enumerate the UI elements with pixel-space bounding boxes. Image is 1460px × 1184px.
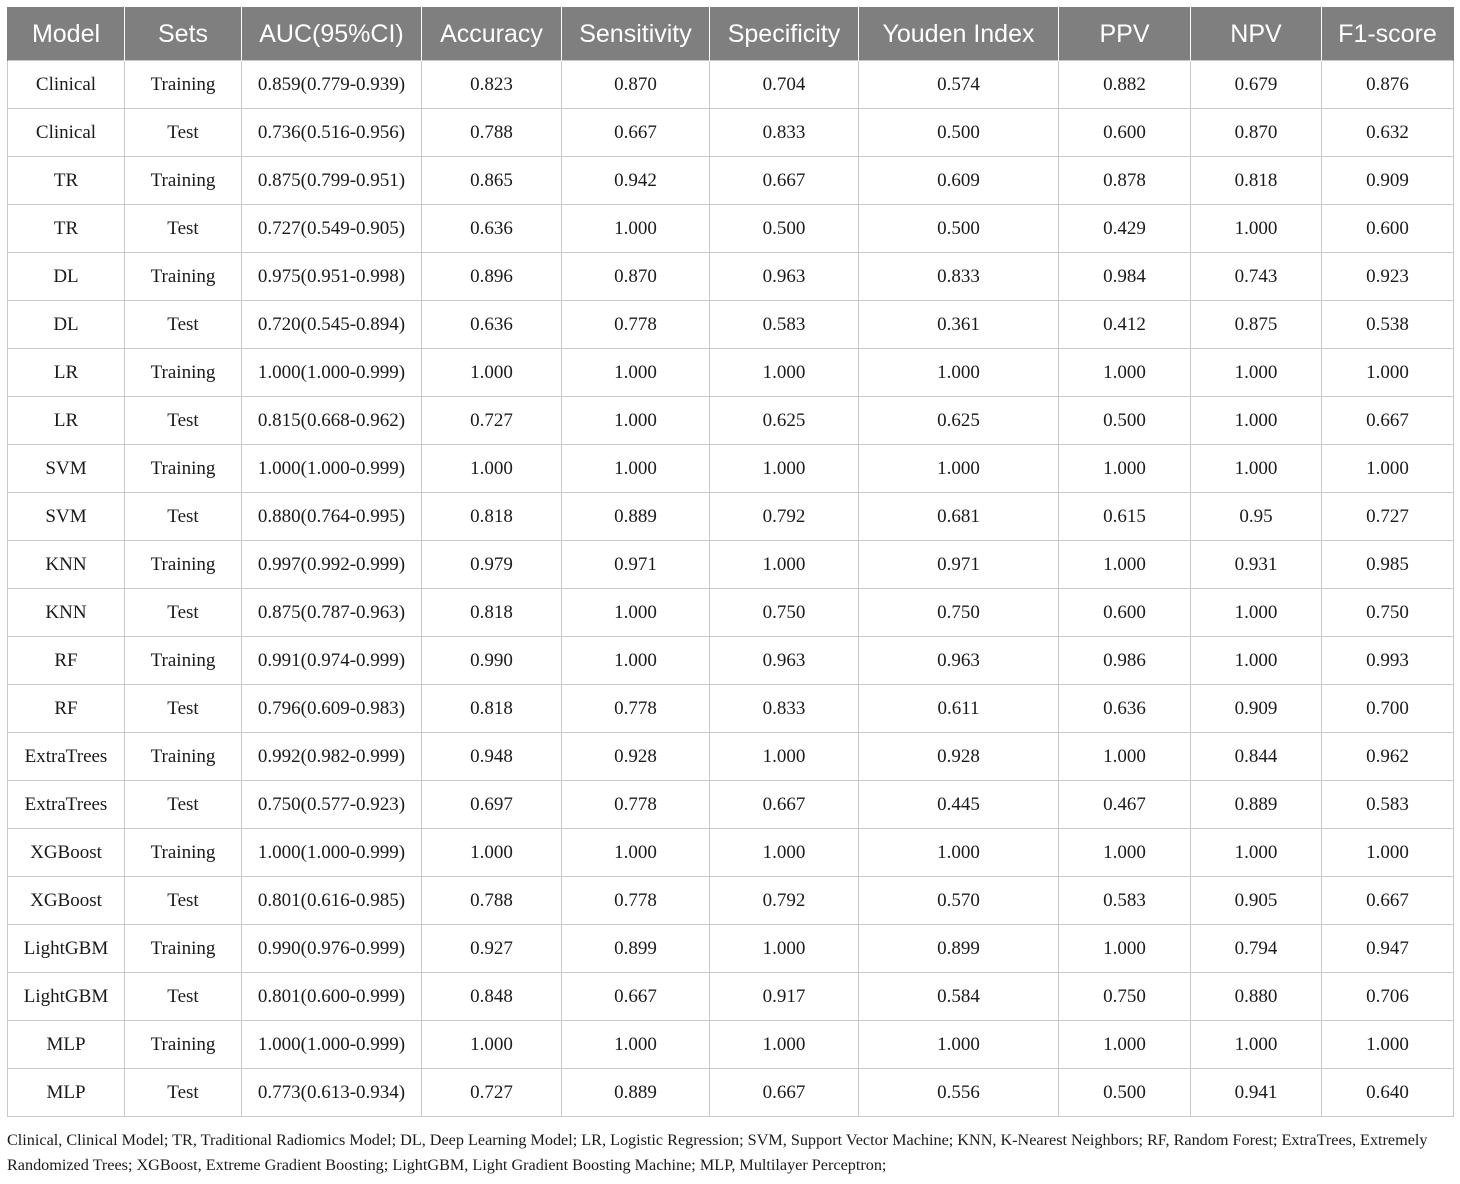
cell-npv: 1.000 bbox=[1191, 637, 1322, 685]
cell-npv: 0.941 bbox=[1191, 1069, 1322, 1117]
cell-youden-index: 0.681 bbox=[859, 493, 1059, 541]
cell-accuracy: 0.818 bbox=[422, 589, 562, 637]
cell-npv: 0.880 bbox=[1191, 973, 1322, 1021]
column-header-npv: NPV bbox=[1191, 8, 1322, 61]
cell-ppv: 0.600 bbox=[1059, 109, 1191, 157]
cell-auc: 0.975(0.951-0.998) bbox=[242, 253, 422, 301]
cell-youden-index: 1.000 bbox=[859, 445, 1059, 493]
cell-sets: Training bbox=[125, 637, 242, 685]
cell-ppv: 0.467 bbox=[1059, 781, 1191, 829]
cell-f1-score: 0.876 bbox=[1322, 61, 1454, 109]
cell-npv: 1.000 bbox=[1191, 589, 1322, 637]
cell-sets: Test bbox=[125, 973, 242, 1021]
cell-sets: Test bbox=[125, 781, 242, 829]
model-performance-table bbox=[7, 7, 1454, 1117]
table-row bbox=[8, 925, 1454, 973]
cell-accuracy: 0.636 bbox=[422, 205, 562, 253]
cell-model: MLP bbox=[8, 1021, 125, 1069]
cell-auc: 0.991(0.974-0.999) bbox=[242, 637, 422, 685]
cell-youden-index: 0.556 bbox=[859, 1069, 1059, 1117]
cell-specificity: 1.000 bbox=[710, 829, 859, 877]
cell-sensitivity: 1.000 bbox=[562, 349, 710, 397]
cell-auc: 0.990(0.976-0.999) bbox=[242, 925, 422, 973]
cell-auc: 0.750(0.577-0.923) bbox=[242, 781, 422, 829]
cell-specificity: 1.000 bbox=[710, 925, 859, 973]
column-header-auc: AUC(95%CI) bbox=[242, 8, 422, 61]
cell-youden-index: 0.361 bbox=[859, 301, 1059, 349]
cell-sets: Test bbox=[125, 685, 242, 733]
cell-sets: Training bbox=[125, 253, 242, 301]
cell-npv: 0.931 bbox=[1191, 541, 1322, 589]
cell-accuracy: 0.727 bbox=[422, 1069, 562, 1117]
cell-npv: 1.000 bbox=[1191, 205, 1322, 253]
cell-f1-score: 0.993 bbox=[1322, 637, 1454, 685]
cell-model: MLP bbox=[8, 1069, 125, 1117]
table-row bbox=[8, 205, 1454, 253]
cell-npv: 1.000 bbox=[1191, 1021, 1322, 1069]
cell-accuracy: 1.000 bbox=[422, 445, 562, 493]
cell-sets: Test bbox=[125, 397, 242, 445]
cell-sets: Test bbox=[125, 589, 242, 637]
cell-sensitivity: 1.000 bbox=[562, 589, 710, 637]
cell-youden-index: 0.611 bbox=[859, 685, 1059, 733]
cell-auc: 0.859(0.779-0.939) bbox=[242, 61, 422, 109]
cell-accuracy: 0.948 bbox=[422, 733, 562, 781]
cell-npv: 1.000 bbox=[1191, 349, 1322, 397]
cell-specificity: 1.000 bbox=[710, 1021, 859, 1069]
cell-accuracy: 1.000 bbox=[422, 1021, 562, 1069]
cell-specificity: 1.000 bbox=[710, 349, 859, 397]
cell-npv: 0.794 bbox=[1191, 925, 1322, 973]
cell-auc: 0.992(0.982-0.999) bbox=[242, 733, 422, 781]
cell-model: DL bbox=[8, 301, 125, 349]
cell-youden-index: 0.899 bbox=[859, 925, 1059, 973]
table-row bbox=[8, 301, 1454, 349]
cell-sensitivity: 0.928 bbox=[562, 733, 710, 781]
cell-accuracy: 0.990 bbox=[422, 637, 562, 685]
cell-youden-index: 0.500 bbox=[859, 205, 1059, 253]
cell-specificity: 0.704 bbox=[710, 61, 859, 109]
cell-youden-index: 0.833 bbox=[859, 253, 1059, 301]
cell-f1-score: 0.667 bbox=[1322, 877, 1454, 925]
cell-accuracy: 0.788 bbox=[422, 877, 562, 925]
cell-youden-index: 0.584 bbox=[859, 973, 1059, 1021]
cell-accuracy: 0.896 bbox=[422, 253, 562, 301]
cell-sets: Training bbox=[125, 349, 242, 397]
cell-sets: Test bbox=[125, 1069, 242, 1117]
results-table-container bbox=[7, 7, 1453, 1117]
cell-f1-score: 1.000 bbox=[1322, 829, 1454, 877]
cell-youden-index: 0.445 bbox=[859, 781, 1059, 829]
cell-specificity: 0.963 bbox=[710, 253, 859, 301]
cell-auc: 0.997(0.992-0.999) bbox=[242, 541, 422, 589]
cell-sets: Training bbox=[125, 1021, 242, 1069]
cell-youden-index: 0.971 bbox=[859, 541, 1059, 589]
cell-ppv: 0.583 bbox=[1059, 877, 1191, 925]
cell-auc: 0.736(0.516-0.956) bbox=[242, 109, 422, 157]
cell-youden-index: 1.000 bbox=[859, 349, 1059, 397]
cell-model: LightGBM bbox=[8, 925, 125, 973]
column-header-ppv: PPV bbox=[1059, 8, 1191, 61]
cell-ppv: 1.000 bbox=[1059, 733, 1191, 781]
cell-accuracy: 0.927 bbox=[422, 925, 562, 973]
cell-specificity: 0.792 bbox=[710, 877, 859, 925]
cell-model: RF bbox=[8, 685, 125, 733]
cell-auc: 0.875(0.787-0.963) bbox=[242, 589, 422, 637]
cell-npv: 0.743 bbox=[1191, 253, 1322, 301]
cell-sets: Training bbox=[125, 61, 242, 109]
cell-sensitivity: 0.667 bbox=[562, 973, 710, 1021]
cell-youden-index: 1.000 bbox=[859, 829, 1059, 877]
cell-model: ExtraTrees bbox=[8, 781, 125, 829]
cell-ppv: 1.000 bbox=[1059, 829, 1191, 877]
cell-sensitivity: 0.870 bbox=[562, 253, 710, 301]
cell-specificity: 1.000 bbox=[710, 541, 859, 589]
table-row bbox=[8, 61, 1454, 109]
cell-auc: 0.796(0.609-0.983) bbox=[242, 685, 422, 733]
cell-sets: Test bbox=[125, 301, 242, 349]
cell-f1-score: 0.727 bbox=[1322, 493, 1454, 541]
cell-accuracy: 0.979 bbox=[422, 541, 562, 589]
table-row bbox=[8, 781, 1454, 829]
table-footnote: Clinical, Clinical Model; TR, Traditional Radiomics Model; DL, Deep Learning Model; LR, Logistic Regression; SVM, Support Vector Machine; KNN, K-Nearest Neighbors; RF, Random Forest; ExtraTrees, Extremely Randomized Trees; XGBoost, Extreme Gradient Boosting; LightGBM, Light Gradient Boosting Machine; MLP, Multilayer Perceptron; bbox=[7, 1131, 1428, 1174]
cell-model: ExtraTrees bbox=[8, 733, 125, 781]
cell-auc: 1.000(1.000-0.999) bbox=[242, 1021, 422, 1069]
cell-model: DL bbox=[8, 253, 125, 301]
cell-youden-index: 0.625 bbox=[859, 397, 1059, 445]
cell-f1-score: 0.700 bbox=[1322, 685, 1454, 733]
cell-sets: Test bbox=[125, 877, 242, 925]
cell-f1-score: 0.632 bbox=[1322, 109, 1454, 157]
cell-accuracy: 1.000 bbox=[422, 829, 562, 877]
table-row bbox=[8, 157, 1454, 205]
cell-sets: Training bbox=[125, 445, 242, 493]
cell-sensitivity: 0.667 bbox=[562, 109, 710, 157]
cell-model: TR bbox=[8, 157, 125, 205]
cell-sets: Test bbox=[125, 205, 242, 253]
table-row bbox=[8, 445, 1454, 493]
cell-specificity: 0.500 bbox=[710, 205, 859, 253]
cell-f1-score: 0.923 bbox=[1322, 253, 1454, 301]
cell-ppv: 0.986 bbox=[1059, 637, 1191, 685]
cell-sets: Training bbox=[125, 733, 242, 781]
cell-ppv: 1.000 bbox=[1059, 1021, 1191, 1069]
table-row bbox=[8, 493, 1454, 541]
cell-youden-index: 0.570 bbox=[859, 877, 1059, 925]
cell-model: XGBoost bbox=[8, 829, 125, 877]
table-row bbox=[8, 109, 1454, 157]
cell-f1-score: 0.583 bbox=[1322, 781, 1454, 829]
column-header-sensitivity: Sensitivity bbox=[562, 8, 710, 61]
cell-model: SVM bbox=[8, 493, 125, 541]
table-row bbox=[8, 541, 1454, 589]
cell-ppv: 0.882 bbox=[1059, 61, 1191, 109]
table-row bbox=[8, 973, 1454, 1021]
cell-f1-score: 0.600 bbox=[1322, 205, 1454, 253]
cell-f1-score: 0.706 bbox=[1322, 973, 1454, 1021]
cell-sensitivity: 1.000 bbox=[562, 445, 710, 493]
cell-sensitivity: 1.000 bbox=[562, 637, 710, 685]
cell-accuracy: 0.865 bbox=[422, 157, 562, 205]
cell-specificity: 0.667 bbox=[710, 1069, 859, 1117]
cell-specificity: 0.833 bbox=[710, 109, 859, 157]
cell-f1-score: 1.000 bbox=[1322, 349, 1454, 397]
cell-accuracy: 1.000 bbox=[422, 349, 562, 397]
table-row bbox=[8, 829, 1454, 877]
cell-model: XGBoost bbox=[8, 877, 125, 925]
cell-model: KNN bbox=[8, 589, 125, 637]
cell-youden-index: 0.574 bbox=[859, 61, 1059, 109]
table-row bbox=[8, 253, 1454, 301]
cell-youden-index: 0.963 bbox=[859, 637, 1059, 685]
cell-npv: 1.000 bbox=[1191, 397, 1322, 445]
cell-auc: 0.815(0.668-0.962) bbox=[242, 397, 422, 445]
cell-model: TR bbox=[8, 205, 125, 253]
cell-accuracy: 0.727 bbox=[422, 397, 562, 445]
cell-ppv: 0.615 bbox=[1059, 493, 1191, 541]
cell-sensitivity: 1.000 bbox=[562, 397, 710, 445]
cell-npv: 0.95 bbox=[1191, 493, 1322, 541]
cell-specificity: 0.750 bbox=[710, 589, 859, 637]
cell-f1-score: 1.000 bbox=[1322, 445, 1454, 493]
cell-sensitivity: 1.000 bbox=[562, 829, 710, 877]
cell-sensitivity: 0.942 bbox=[562, 157, 710, 205]
cell-ppv: 1.000 bbox=[1059, 541, 1191, 589]
cell-accuracy: 0.636 bbox=[422, 301, 562, 349]
cell-ppv: 0.636 bbox=[1059, 685, 1191, 733]
table-row bbox=[8, 733, 1454, 781]
cell-sensitivity: 0.778 bbox=[562, 781, 710, 829]
column-header-model: Model bbox=[8, 8, 125, 61]
column-header-youden-index: Youden Index bbox=[859, 8, 1059, 61]
cell-model: Clinical bbox=[8, 61, 125, 109]
cell-model: SVM bbox=[8, 445, 125, 493]
cell-specificity: 0.667 bbox=[710, 781, 859, 829]
cell-ppv: 1.000 bbox=[1059, 445, 1191, 493]
cell-auc: 1.000(1.000-0.999) bbox=[242, 349, 422, 397]
cell-ppv: 0.600 bbox=[1059, 589, 1191, 637]
cell-f1-score: 0.750 bbox=[1322, 589, 1454, 637]
cell-accuracy: 0.818 bbox=[422, 685, 562, 733]
cell-auc: 0.801(0.616-0.985) bbox=[242, 877, 422, 925]
table-row bbox=[8, 637, 1454, 685]
cell-specificity: 0.917 bbox=[710, 973, 859, 1021]
cell-specificity: 0.792 bbox=[710, 493, 859, 541]
cell-specificity: 0.667 bbox=[710, 157, 859, 205]
cell-ppv: 0.412 bbox=[1059, 301, 1191, 349]
cell-f1-score: 0.667 bbox=[1322, 397, 1454, 445]
cell-f1-score: 0.640 bbox=[1322, 1069, 1454, 1117]
header-row bbox=[8, 8, 1454, 61]
cell-ppv: 0.500 bbox=[1059, 397, 1191, 445]
cell-sets: Test bbox=[125, 493, 242, 541]
cell-accuracy: 0.848 bbox=[422, 973, 562, 1021]
table-row bbox=[8, 877, 1454, 925]
cell-model: LightGBM bbox=[8, 973, 125, 1021]
cell-sensitivity: 0.889 bbox=[562, 493, 710, 541]
cell-npv: 0.909 bbox=[1191, 685, 1322, 733]
cell-accuracy: 0.818 bbox=[422, 493, 562, 541]
cell-youden-index: 0.609 bbox=[859, 157, 1059, 205]
column-header-f1-score: F1-score bbox=[1322, 8, 1454, 61]
cell-npv: 0.870 bbox=[1191, 109, 1322, 157]
cell-npv: 0.818 bbox=[1191, 157, 1322, 205]
cell-sensitivity: 1.000 bbox=[562, 205, 710, 253]
table-row bbox=[8, 685, 1454, 733]
cell-npv: 1.000 bbox=[1191, 829, 1322, 877]
cell-sensitivity: 0.778 bbox=[562, 301, 710, 349]
table-row bbox=[8, 589, 1454, 637]
cell-ppv: 0.984 bbox=[1059, 253, 1191, 301]
cell-specificity: 0.963 bbox=[710, 637, 859, 685]
cell-specificity: 0.833 bbox=[710, 685, 859, 733]
cell-specificity: 1.000 bbox=[710, 445, 859, 493]
cell-youden-index: 1.000 bbox=[859, 1021, 1059, 1069]
cell-f1-score: 1.000 bbox=[1322, 1021, 1454, 1069]
cell-ppv: 0.878 bbox=[1059, 157, 1191, 205]
table-body bbox=[8, 61, 1454, 1117]
cell-npv: 0.889 bbox=[1191, 781, 1322, 829]
cell-sensitivity: 0.870 bbox=[562, 61, 710, 109]
cell-model: Clinical bbox=[8, 109, 125, 157]
table-row bbox=[8, 1069, 1454, 1117]
cell-auc: 0.773(0.613-0.934) bbox=[242, 1069, 422, 1117]
cell-ppv: 0.500 bbox=[1059, 1069, 1191, 1117]
cell-specificity: 0.625 bbox=[710, 397, 859, 445]
cell-accuracy: 0.697 bbox=[422, 781, 562, 829]
cell-ppv: 1.000 bbox=[1059, 349, 1191, 397]
cell-npv: 0.844 bbox=[1191, 733, 1322, 781]
cell-sensitivity: 0.899 bbox=[562, 925, 710, 973]
cell-f1-score: 0.947 bbox=[1322, 925, 1454, 973]
cell-sets: Training bbox=[125, 157, 242, 205]
cell-f1-score: 0.909 bbox=[1322, 157, 1454, 205]
cell-sensitivity: 1.000 bbox=[562, 1021, 710, 1069]
cell-auc: 1.000(1.000-0.999) bbox=[242, 445, 422, 493]
cell-auc: 0.720(0.545-0.894) bbox=[242, 301, 422, 349]
cell-sets: Test bbox=[125, 109, 242, 157]
cell-model: LR bbox=[8, 349, 125, 397]
cell-sensitivity: 0.971 bbox=[562, 541, 710, 589]
column-header-accuracy: Accuracy bbox=[422, 8, 562, 61]
cell-sets: Training bbox=[125, 925, 242, 973]
cell-model: RF bbox=[8, 637, 125, 685]
table-row bbox=[8, 397, 1454, 445]
table-row bbox=[8, 349, 1454, 397]
cell-auc: 0.875(0.799-0.951) bbox=[242, 157, 422, 205]
cell-youden-index: 0.500 bbox=[859, 109, 1059, 157]
cell-sets: Training bbox=[125, 829, 242, 877]
cell-f1-score: 0.985 bbox=[1322, 541, 1454, 589]
cell-model: LR bbox=[8, 397, 125, 445]
cell-sensitivity: 0.778 bbox=[562, 685, 710, 733]
cell-specificity: 1.000 bbox=[710, 733, 859, 781]
cell-auc: 0.727(0.549-0.905) bbox=[242, 205, 422, 253]
cell-ppv: 0.429 bbox=[1059, 205, 1191, 253]
cell-f1-score: 0.962 bbox=[1322, 733, 1454, 781]
cell-npv: 0.905 bbox=[1191, 877, 1322, 925]
cell-f1-score: 0.538 bbox=[1322, 301, 1454, 349]
cell-auc: 0.801(0.600-0.999) bbox=[242, 973, 422, 1021]
cell-ppv: 1.000 bbox=[1059, 925, 1191, 973]
cell-model: KNN bbox=[8, 541, 125, 589]
cell-auc: 1.000(1.000-0.999) bbox=[242, 829, 422, 877]
cell-npv: 1.000 bbox=[1191, 445, 1322, 493]
cell-ppv: 0.750 bbox=[1059, 973, 1191, 1021]
cell-specificity: 0.583 bbox=[710, 301, 859, 349]
cell-accuracy: 0.823 bbox=[422, 61, 562, 109]
cell-npv: 0.679 bbox=[1191, 61, 1322, 109]
column-header-sets: Sets bbox=[125, 8, 242, 61]
cell-youden-index: 0.928 bbox=[859, 733, 1059, 781]
cell-sensitivity: 0.889 bbox=[562, 1069, 710, 1117]
cell-accuracy: 0.788 bbox=[422, 109, 562, 157]
table-row bbox=[8, 1021, 1454, 1069]
cell-sensitivity: 0.778 bbox=[562, 877, 710, 925]
cell-npv: 0.875 bbox=[1191, 301, 1322, 349]
column-header-specificity: Specificity bbox=[710, 8, 859, 61]
cell-sets: Training bbox=[125, 541, 242, 589]
cell-auc: 0.880(0.764-0.995) bbox=[242, 493, 422, 541]
cell-youden-index: 0.750 bbox=[859, 589, 1059, 637]
